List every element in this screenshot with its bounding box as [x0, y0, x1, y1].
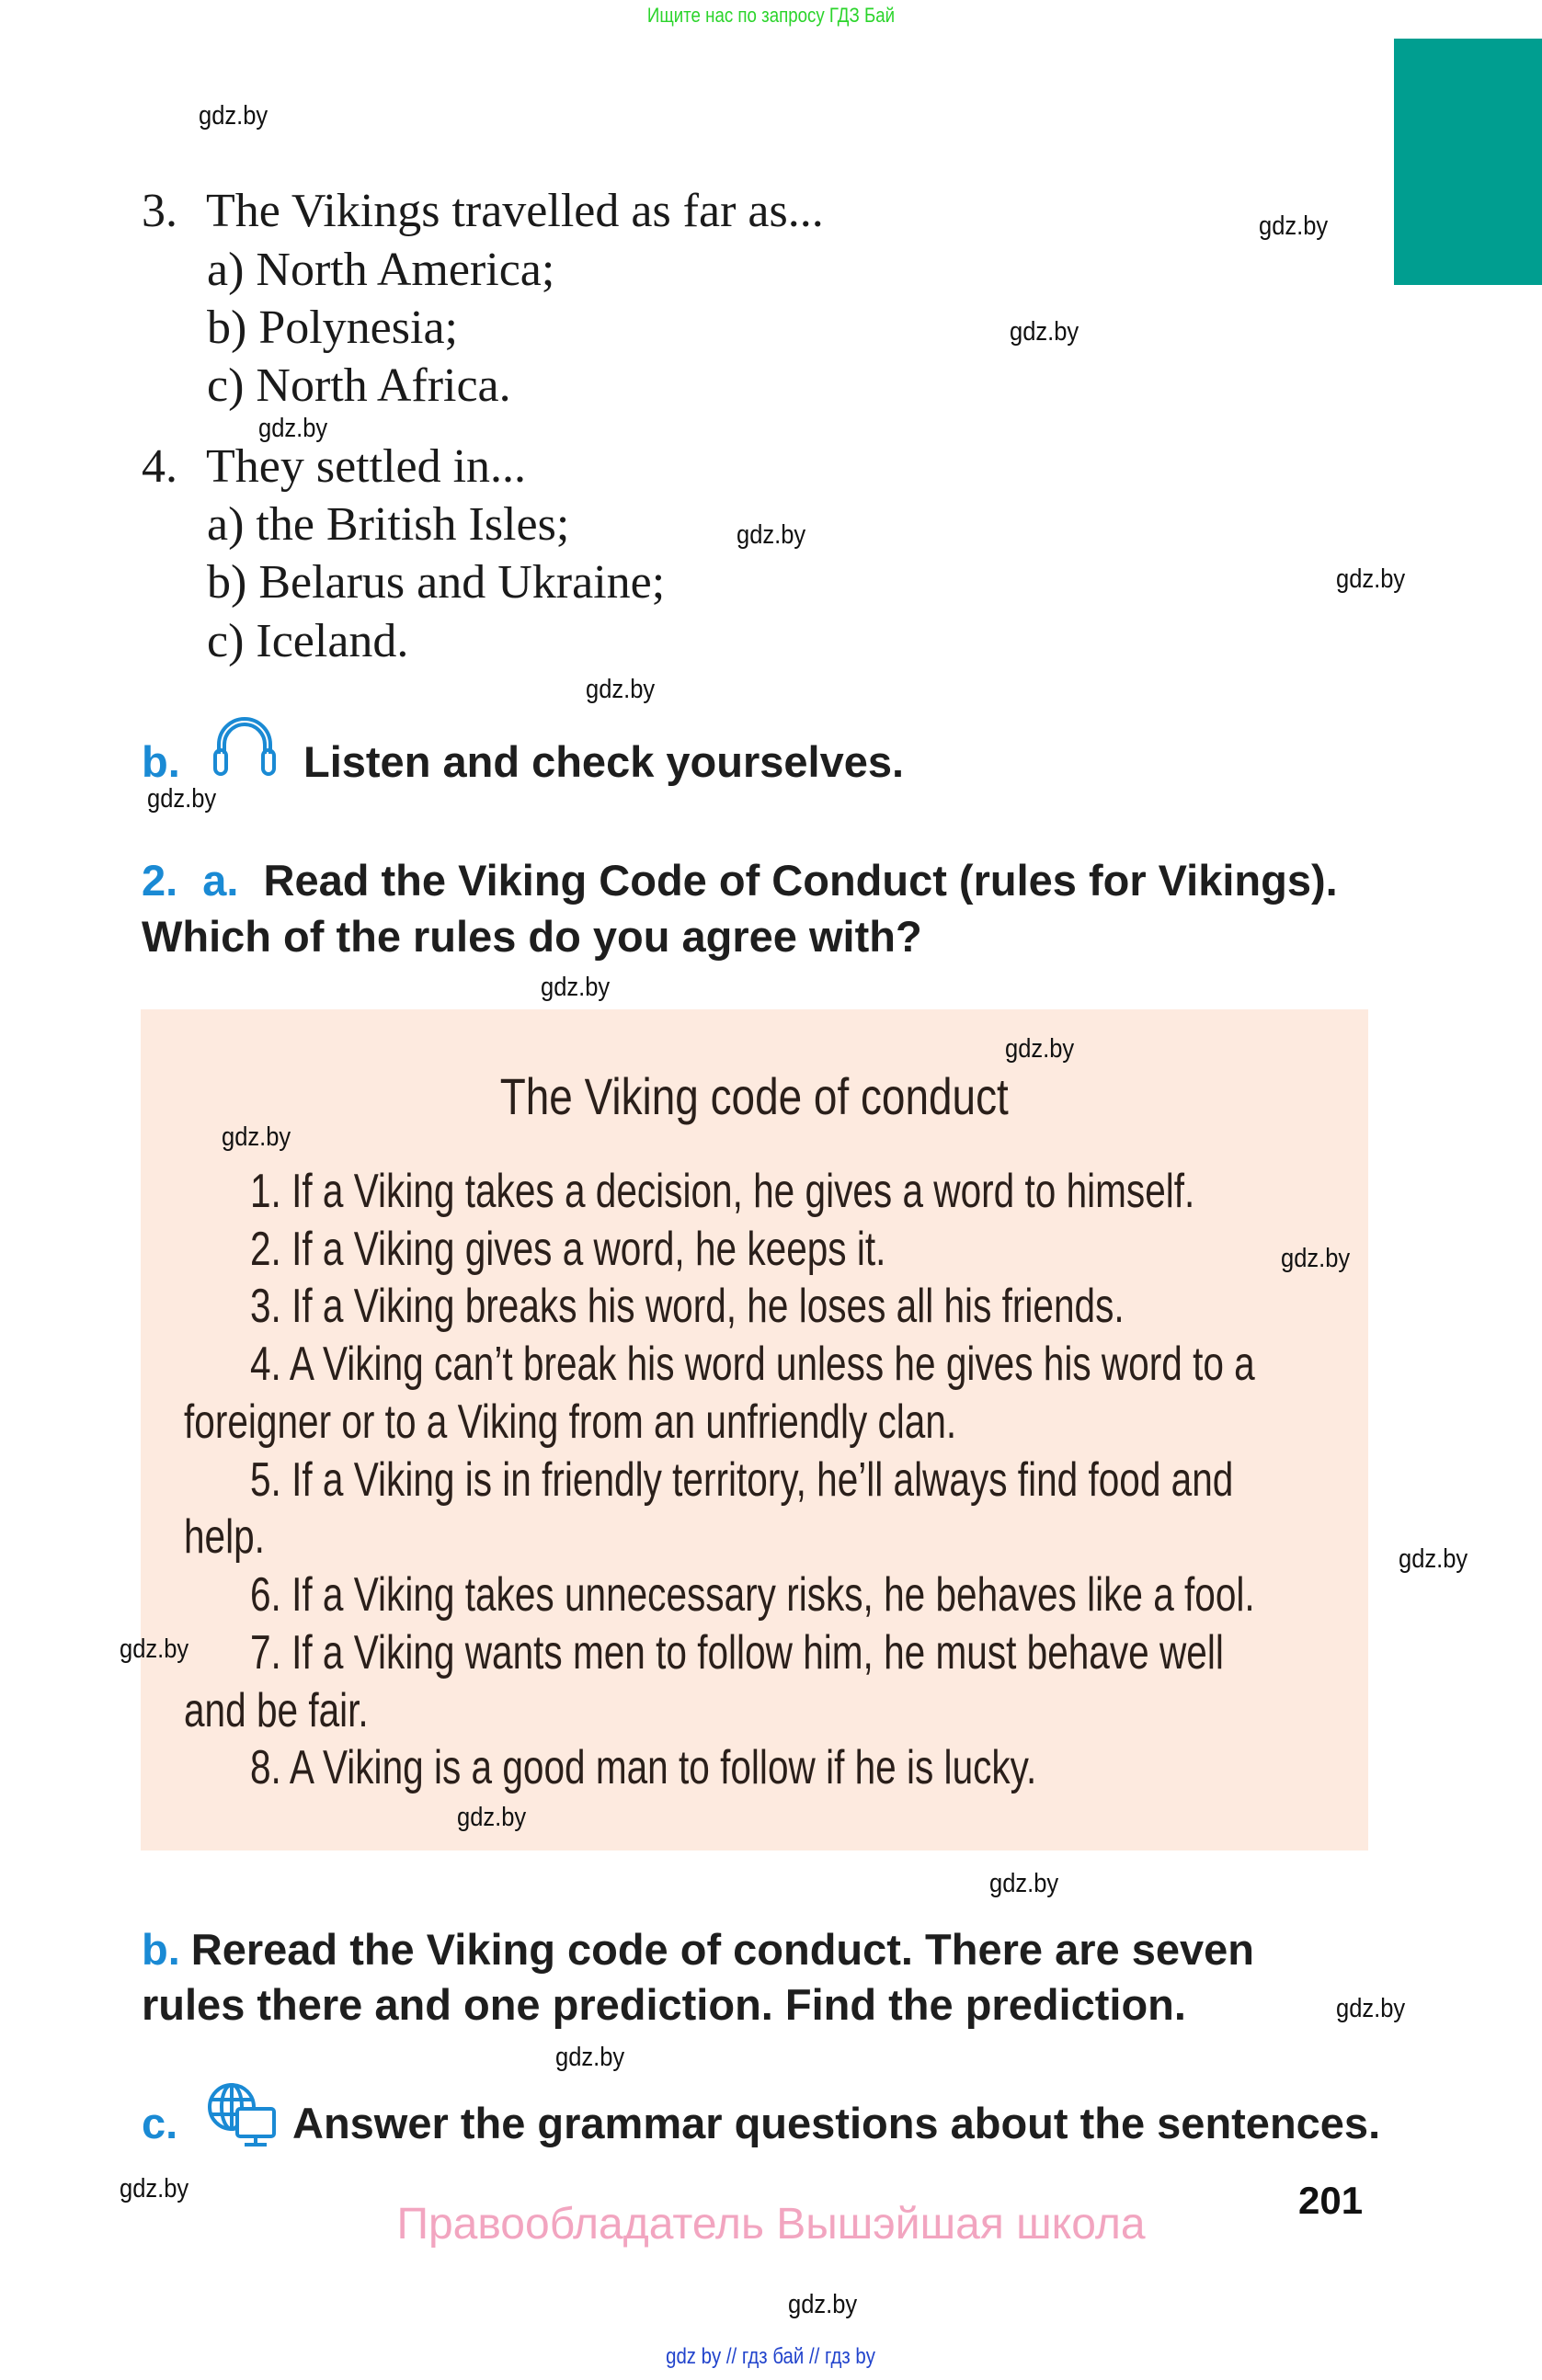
question-3 — [142, 184, 824, 239]
task-1b-text: Listen and check yourselves. — [303, 737, 905, 786]
code-box-title: The Viking code of conduct — [499, 1067, 1010, 1125]
option: b) Polynesia; — [207, 302, 458, 354]
globe-monitor-icon — [204, 2079, 278, 2151]
task-number: 2. — [142, 856, 178, 905]
page-number: 201 — [1298, 2179, 1364, 2222]
top-search-note: Ищите нас по запросу ГДЗ Бай — [646, 4, 896, 27]
task-2a-line1 — [142, 854, 1338, 907]
chapter-tab-marker — [1394, 39, 1542, 285]
rule-line: 1. If a Viking takes a decision, he gives a word to himself. — [250, 1165, 1195, 1218]
watermark: gdz.by — [457, 1803, 527, 1832]
question-number: 4. — [142, 440, 177, 493]
rule-line: foreigner or to a Viking from an unfriendly clan. — [184, 1395, 957, 1449]
watermark: gdz.by — [788, 2290, 858, 2319]
task-2c-text: Answer the grammar questions about the sentences. — [292, 2099, 1381, 2147]
watermark: gdz.by — [737, 520, 806, 550]
task-2b-line2: rules there and one prediction. Find the prediction. — [142, 1980, 1186, 2029]
watermark: gdz.by — [1281, 1244, 1351, 1273]
task-text: Read the Viking Code of Conduct (rules for Vikings). — [263, 856, 1338, 905]
watermark: gdz.by — [1010, 317, 1079, 347]
watermark: gdz.by — [147, 784, 217, 814]
option: b) Belarus and Ukraine; — [207, 556, 666, 609]
rule-line: 4. A Viking can’t break his word unless he gives his word to a — [250, 1338, 1255, 1391]
watermark: gdz.by — [199, 101, 268, 131]
rule-line: 3. If a Viking breaks his word, he loses all his friends. — [250, 1280, 1125, 1333]
task-text: Reread the Viking code of conduct. There are seven — [190, 1925, 1254, 1974]
watermark: gdz.by — [120, 2174, 189, 2203]
footer-links: gdz by // гдз бай // гдз by — [666, 2344, 876, 2369]
rule-line: 8. A Viking is a good man to follow if he is lucky. — [250, 1741, 1037, 1794]
watermark: gdz.by — [555, 2043, 625, 2072]
task-label: b. — [142, 1925, 180, 1974]
option: a) North America; — [207, 244, 555, 296]
watermark: gdz.by — [222, 1122, 291, 1152]
watermark: gdz.by — [1336, 1994, 1406, 2023]
watermark: gdz.by — [258, 414, 328, 443]
rule-line: help. — [184, 1510, 265, 1564]
question-number: 3. — [142, 185, 177, 237]
question-text: The Vikings travelled as far as... — [206, 185, 824, 237]
watermark: gdz.by — [1399, 1544, 1468, 1574]
question-text: They settled in... — [206, 440, 527, 493]
question-4 — [142, 439, 526, 495]
option: c) North Africa. — [207, 359, 511, 412]
rule-line: 7. If a Viking wants men to follow him, he must behave well — [250, 1626, 1224, 1680]
task-1b — [142, 735, 180, 789]
watermark: gdz.by — [541, 973, 611, 1002]
rights-holder: Правообладатель Вышэйшая школа — [396, 2200, 1146, 2249]
rule-line: 6. If a Viking takes unnecessary risks, he behaves like a fool. — [250, 1568, 1255, 1622]
task-label: c. — [142, 2099, 178, 2147]
option: a) the British Isles; — [207, 498, 570, 551]
option: c) Iceland. — [207, 615, 409, 667]
watermark: gdz.by — [586, 675, 656, 704]
task-2a-line2: Which of the rules do you agree with? — [142, 912, 922, 961]
task-2c — [142, 2097, 177, 2150]
rule-line: 5. If a Viking is in friendly territory, he’ll always find food and — [250, 1453, 1234, 1507]
watermark: gdz.by — [1336, 564, 1406, 594]
watermark: gdz.by — [1259, 211, 1329, 241]
headphones-icon — [210, 713, 280, 778]
rule-line: 2. If a Viking gives a word, he keeps it. — [250, 1223, 886, 1276]
watermark: gdz.by — [1005, 1034, 1075, 1064]
watermark: gdz.by — [989, 1869, 1059, 1898]
task-2b-line1 — [142, 1923, 1254, 1976]
rule-line: and be fair. — [184, 1684, 369, 1737]
task-label: b. — [142, 737, 180, 786]
task-label: a. — [202, 856, 239, 905]
watermark: gdz.by — [120, 1634, 189, 1664]
